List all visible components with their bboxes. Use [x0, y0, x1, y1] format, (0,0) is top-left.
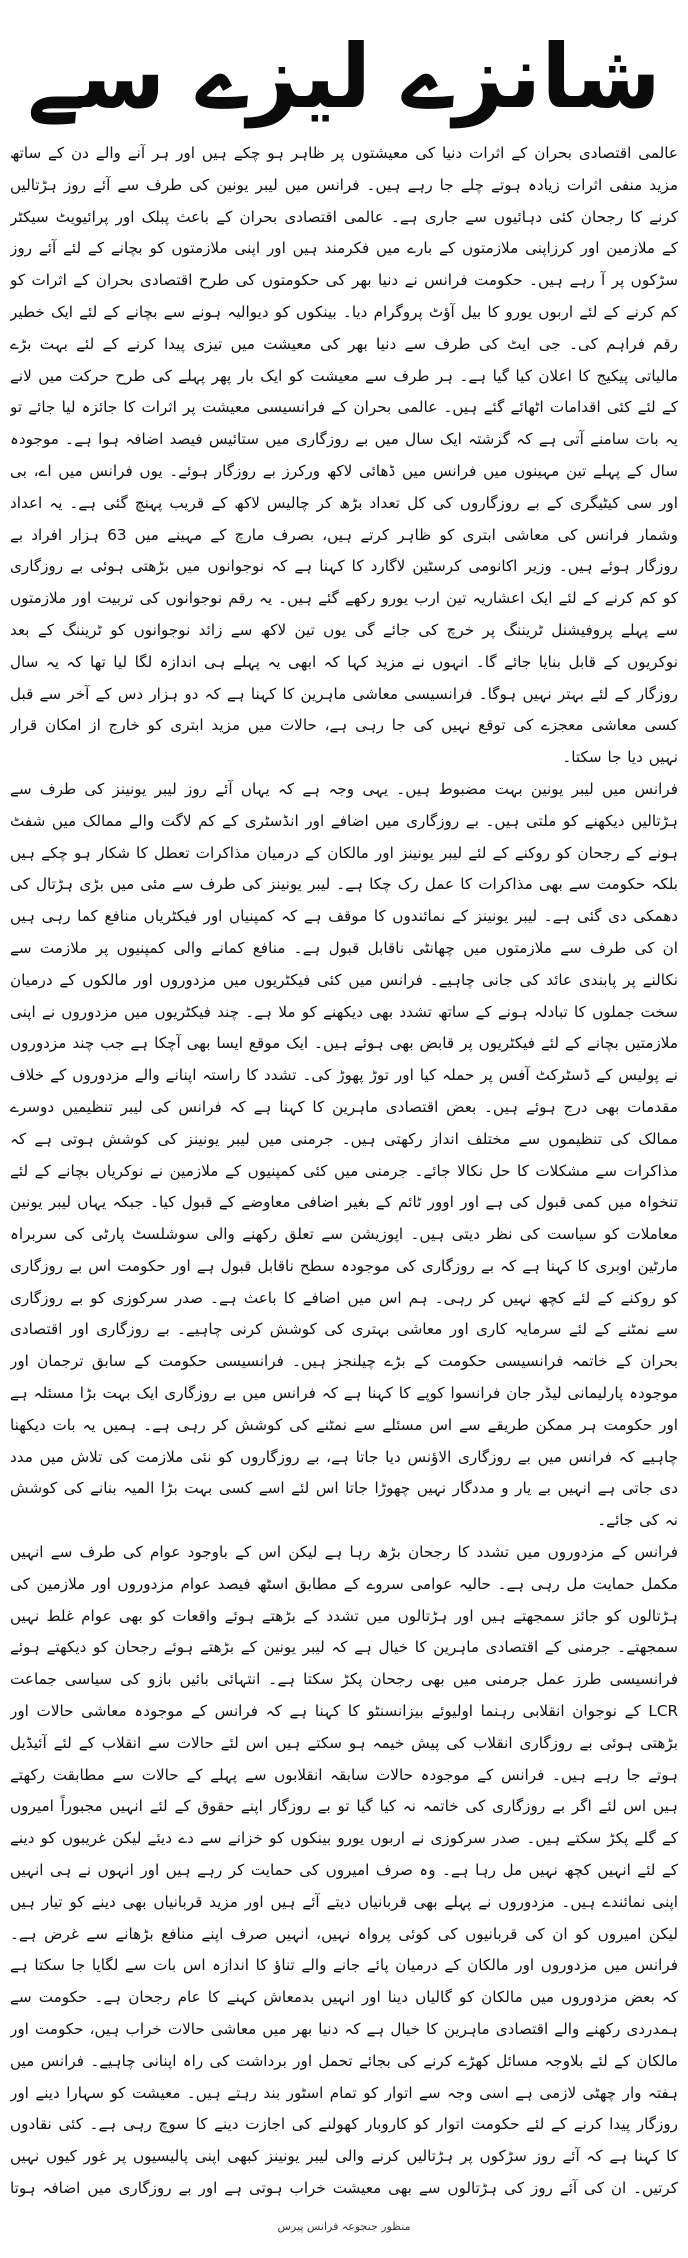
article-body [10, 138, 678, 2206]
article-headline: شانزے لیزے سے [27, 25, 661, 128]
author-credit: منظور جنجوعہ فرانس پیرس [277, 2220, 411, 2233]
article-paragraph-1: عالمی اقتصادی بحران کے اثرات دنیا کی معیشتوں پر ظاہر ہو چکے ہیں اور ہر آنے والے دن کے ساتھ مزید منفی اثرات زیادہ ہوتے چلے جا رہے ہیں۔ فرانس میں لیبر یونین کی طرف سے آئے روز ہڑتالیں کرنے کا رجحان کئی دہائیوں سے جاری ہے۔ عالمی اقتصادی بحران کے باعث پبلک اور پرائیویٹ سیکٹر کے ملازمین اور کرزاپنی ملازمتوں کے بارے میں فکرمند ہیں اور اپنی ملازمتوں کو بچانے کے لئے آئے روز سڑکوں پر آ رہے ہیں۔ حکومت فرانس نے دنیا بھر کی حکومتوں کی طرح اقتصادی بحران کے اثرات کو کم کرنے کے لئے اربوں یورو کا بیل آؤٹ پروگرام دیا۔ بینکوں کو دیوالیہ ہونے سے بچانے کے لئے ایک خطیر رقم فراہم کی۔ جی ایٹ کی طرف سے دنیا بھر کی معیشت میں تیزی پیدا کرنے کے لئے بہت بڑے مالیاتی پیکیج کا اعلان کیا گیا ہے۔ ہر طرف سے معیشت کو ایک بار پھر پہلے کی طرح حرکت میں لانے کے لئے کئی اقدامات اٹھائے گئے ہیں۔ عالمی بحران کے فرانسیسی معیشت پر اثرات کا جائزہ لیا جائے تو یہ بات سامنے آتی ہے کہ گزشتہ ایک سال میں بے روزگاری میں ستائیس فیصد اضافہ ہوا ہے۔ موجودہ سال کے پہلے تین مہینوں میں فرانس میں ڈھائی لاکھ ورکرز بے روزگار ہوئے۔ یوں فرانس میں اے، بی اور سی کیٹیگری کے بے روزگاروں کی کل تعداد بڑھ کر چالیس لاکھ کے قریب پہنچ گئی ہے۔ یہ اعداد وشمار فرانس کی معاشی ابتری کو ظاہر کرتے ہیں، بصرف مارچ کے مہینے میں 63 ہزار افراد بے روزگار ہوئے ہیں۔ وزیر اکانومی کرسٹین لاگارد کا کہنا ہے کہ نوجوانوں میں بڑھتی ہوئی بے روزگاری کو کم کرنے کے لئے ایک اعشاریہ تین ارب یورو رکھے گئے ہیں۔ یہ رقم نوجوانوں کی تربیت اور ملازمتوں سے پہلے پروفیشنل ٹریننگ پر خرچ کی جائے گی یوں تین لاکھ سے زائد نوجوانوں کو ٹریننگ کے بعد نوکریوں کے قابل بنایا جائے گا۔ انہوں نے مزید کہا کہ ابھی یہ پہلے ہی اندازہ لگا لیا تھا کہ یہ سال روزگار کے لئے بہتر نہیں ہوگا۔ فرانسیسی معاشی ماہرین کا کہنا ہے کہ دو ہزار دس کے آخر سے قبل کسی معاشی معجزے کی توقع نہیں کی جا رہی ہے، حالات میں مزید ابتری کو خارج از امکان قرار نہیں دیا جا سکتا۔ [10, 144, 678, 767]
article-paragraph-2: فرانس میں لیبر یونین بہت مضبوط ہیں۔ یہی وجہ ہے کہ یہاں آئے روز لیبر یونینز کی طرف سے ہڑتالیں دیکھنے کو ملتی ہیں۔ بے روزگاری میں اضافے اور انڈسٹری کے کم لاگت والے ممالک میں شفٹ ہونے کے رجحان کو روکنے کے لئے لیبر یونینز اور مالکان کے درمیان مذاکرات تعطل کا شکار ہو چکے ہیں بلکہ حکومت سے بھی مذاکرات کا عمل رک چکا ہے۔ لیبر یونینز کی طرف سے مئی میں بڑی ہڑتال کی دھمکی دی گئی ہے۔ لیبر یونینز کے نمائندوں کا موقف ہے کہ کمپنیاں اور فیکٹریاں منافع کما رہی ہیں ان کی طرف سے ملازمتوں میں چھانٹی ناقابل قبول ہے۔ منافع کمانے والی کمپنیوں پر ملازمت سے نکالنے پر پابندی عائد کی جانی چاہیے۔ فرانس میں کئی فیکٹریوں میں مزدوروں اور مالکوں کے درمیان سخت جملوں کا تبادلہ ہونے کے ساتھ تشدد بھی دیکھنے کو ملا ہے۔ چند فیکٹریوں میں مزدوروں نے اپنی ملازمتیں بچانے کے لئے فیکٹریوں پر قابض بھی ہوئے ہیں۔ ایک موقع ایسا بھی آچکا ہے جب چند مزدوروں نے پولیس کے ڈسٹرکٹ آفس پر حملہ کیا اور توڑ پھوڑ کی۔ تشدد کا راستہ اپنانے والے مزدوروں کے خلاف مقدمات بھی درج ہوئے ہیں۔ بعض اقتصادی ماہرین کا کہنا ہے کہ فرانس کی لیبر تنظیمیں دوسرے ممالک کی تنظیموں سے مختلف انداز رکھتی ہیں۔ جرمنی میں لیبر یونینز کی کوشش ہوتی ہے کہ مذاکرات سے مشکلات کا حل نکالا جائے۔ جرمنی میں کئی کمپنیوں کے ملازمین نے نوکریاں بچانے کے لئے تنخواہ میں کمی قبول کی ہے اور اوور ٹائم کے بغیر اضافی معاوضے کے قبول کیا۔ جبکہ یہاں لیبر یونین معاملات کو سیاست کی نظر دیتی ہیں۔ اپوزیشن سے تعلق رکھنے والی سوشلسٹ پارٹی کی سربراہ مارٹین اوبری کا کہنا ہے کہ بے روزگاری کی موجودہ سطح ناقابل قبول ہے اور حکومت اس بے روزگاری کو روکنے کے لئے کچھ نہیں کر رہی۔ ہم اس میں اضافے کا باعث ہے۔ صدر سرکوزی کو بے روزگاری سے نمٹنے کے لئے سرمایہ کاری اور معاشی بہتری کی کوشش کرنی چاہیے۔ بے روزگاری اور اقتصادی بحران کے خاتمہ فرانسیسی حکومت کے بڑے چیلنجز ہیں۔ فرانسیسی حکومت کے سابق ترجمان اور موجودہ پارلیمانی لیڈر جان فرانسوا کوپے کا کہنا ہے کہ فرانس میں بے روزگاری ایک بہت بڑا مسئلہ ہے اور حکومت ہر ممکن طریقے سے اس مسئلے سے نمٹنے کی کوشش کر رہی ہے۔ ہمیں یہ بات دیکھنا چاہیے کہ فرانس میں بے روزگاری الاؤنس دیا جاتا ہے، بے روزگاروں کو نئی ملازمت کی تلاش میں مدد دی جاتی ہے انہیں بے یار و مددگار نہیں چھوڑا جاتا اس لئے اسے کسی بہت بڑا المیہ بنانے کی کوشش نہ کی جائے۔ [10, 779, 678, 1530]
article-paragraph-3: فرانس کے مزدوروں میں تشدد کا رجحان بڑھ رہا ہے لیکن اس کے باوجود عوام کی طرف سے انہیں مکمل حمایت مل رہی ہے۔ حالیہ عوامی سروے کے مطابق اسٹھ فیصد عوام مزدوروں اور ملازمین کی ہڑتالوں کو جائز سمجھتے ہیں اور ہڑتالوں میں تشدد کے بڑھتے ہوئے واقعات کو بھی عوام غلط نہیں سمجھتے۔ جرمنی کے اقتصادی ماہرین کا خیال ہے کہ لیبر یونین کے بڑھتے ہوئے رجحان کو دیکھتے ہوئے فرانسیسی طرز عمل جرمنی میں بھی رجحان پکڑ سکتا ہے۔ انتہائی بائیں بازو کی سیاسی جماعت LCR کے نوجوان انقلابی رہنما اولیوئے بیزانسنٹو کا کہنا ہے کہ فرانس کے موجودہ معاشی حالات اور بڑھتی ہوئی بے روزگاری انقلاب کی پیش خیمہ ہو سکتے ہیں اس لئے حالات سے انقلاب کے لئے آئیڈیل ہوتے جا رہے ہیں۔ فرانس کے موجودہ حالات سابقہ انقلابوں سے پہلے کے حالات سے مطابقت رکھتے ہیں اس لئے اگر بے روزگاری کی خاتمہ نہ کیا گیا تو بے روزگار اپنے حقوق کے لئے انہیں مجبوراً امیروں کے گلے پکڑ سکتے ہیں۔ صدر سرکوزی نے اربوں یورو بینکوں کو خزانے سے دے دیئے لیکن غریبوں کو دینے کے لئے انہیں کچھ نہیں مل رہا ہے۔ وہ صرف امیروں کی حمایت کر رہے ہیں اور انہوں نے ہی انہیں اپنی نمائندے ہیں۔ مزدوروں نے پہلے بھی قربانیاں دیتے آئے ہیں اور مزید قربانیاں بھی دینے کو تیار ہیں لیکن امیروں کو ان کی قربانیوں کی کوئی پرواہ نہیں، انہیں صرف اپنے منافع بڑھانے سے غرض ہے۔ فرانس میں مزدوروں اور مالکان کے درمیان پائے جانے والے تناؤ کا اندازہ اس بات سے لگایا جا سکتا ہے کہ بعض مزدوروں میں مالکان کو گالیاں دینا اور انہیں بدمعاش کہنے کا عام رجحان ہے۔ حکومت سے ہمدردی رکھنے والے اقتصادی ماہرین کا خیال ہے کہ دنیا بھر میں معاشی حالات خراب ہیں، حکومت اور مالکان کے لئے بلاوجہ مسائل کھڑے کرنے کی بجائے تحمل اور برداشت کی راہ اپنانی چاہیے۔ فرانس میں ہفتہ وار چھٹی لازمی ہے اسی وجہ سے اتوار کو تمام اسٹور بند رہتے ہیں۔ معیشت کو سہارا دینے اور روزگار پیدا کرنے کے لئے حکومت اتوار کو کاروبار کھولنے کی اجازت دینے کا سوچ رہی ہے۔ کئی نقادوں کا کہنا ہے کہ آئے روز سڑکوں پر ہڑتالیں کرنے والی لیبر یونینز کبھی اپنی پالیسیوں پر غور کیوں نہیں کرتیں۔ ان کی آئے روز کی ہڑتالوں سے بھی معیشت خراب ہوتی ہے اور بے روزگاری میں اضافہ ہوتا [10, 1543, 678, 2197]
